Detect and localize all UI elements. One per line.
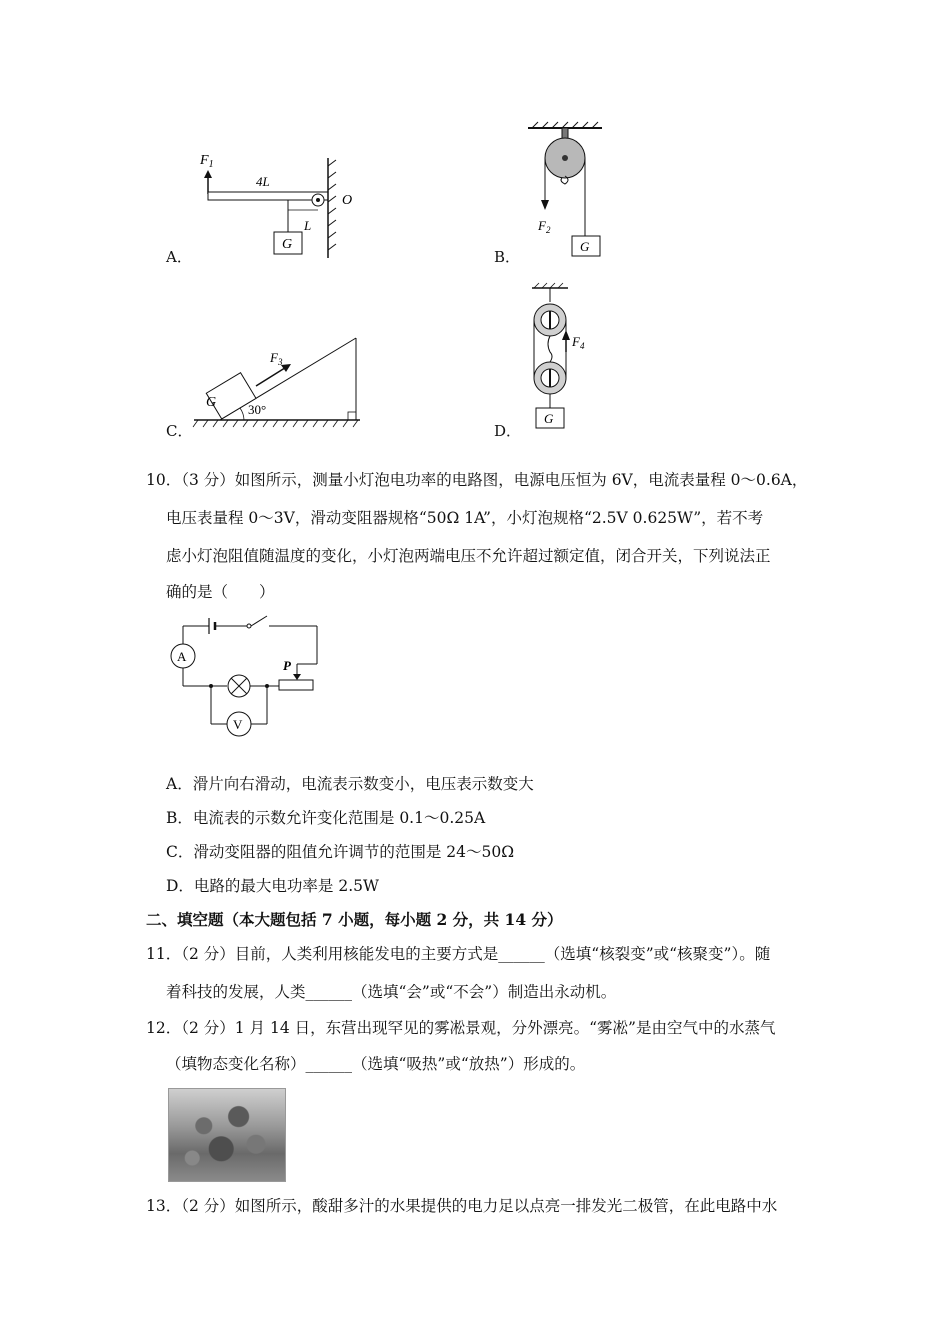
pivot-label-o: O xyxy=(342,193,353,208)
q10-option-a: A．滑片向右滑动，电流表示数变小，电压表示数变大 xyxy=(166,775,534,793)
rime-photo xyxy=(168,1088,286,1182)
length-label-l: L xyxy=(304,218,312,233)
option-c-label: C． xyxy=(166,422,193,440)
q10-line-3: 虑小灯泡阻值随温度的变化，小灯泡两端电压不允许超过额定值，闭合开关，下列说法正 xyxy=(166,547,771,565)
q12-line-1: 12．（2 分）1 月 14 日，东营出现罕见的雾凇景观，分外漂亮。“雾凇”是由空气中的水蒸气 xyxy=(146,1019,776,1037)
section-heading: 二、填空题（本大题包括 7 小题，每小题 2 分，共 14 分） xyxy=(146,910,563,929)
figure-b-pulley xyxy=(520,118,610,263)
force-label-f1: $F_1$ xyxy=(200,153,214,170)
weight-label-g: G xyxy=(544,411,554,426)
angle-label: 30° xyxy=(248,402,267,417)
force-label-f2: $F_2$ xyxy=(538,218,551,235)
q10-option-d: D．电路的最大电功率是 2.5W xyxy=(166,877,379,895)
option-a-label: A． xyxy=(166,248,192,266)
q10-option-b: B．电流表的示数允许变化范围是 0.1～0.25A xyxy=(166,809,486,827)
q10-line-1: 10．（3 分）如图所示，测量小灯泡电功率的电路图，电源电压恒为 6V，电流表量程 0～0.6A， xyxy=(146,471,808,489)
option-b-label: B． xyxy=(494,248,521,266)
weight-label-g: G xyxy=(580,239,590,254)
option-d-label: D． xyxy=(494,422,522,440)
circuit-diagram xyxy=(165,608,325,743)
figure-a-lever xyxy=(190,148,370,260)
figure-d-pulley-block xyxy=(520,280,600,432)
slider-label-p: P xyxy=(283,658,291,673)
q11-line-2: 着科技的发展，人类______（选填“会”或“不会”）制造出永动机。 xyxy=(166,983,617,1001)
length-label-4l: 4L xyxy=(256,174,270,189)
force-label-f3: $F_3$ xyxy=(270,350,283,367)
q10-line-4: 确的是（ ） xyxy=(166,583,275,601)
weight-label-g: G xyxy=(282,237,293,252)
force-label-f4: $F_4$ xyxy=(572,334,585,351)
ammeter-label: A xyxy=(177,649,187,664)
weight-label-g: G xyxy=(206,395,217,410)
q10-option-c: C．滑动变阻器的阻值允许调节的范围是 24～50Ω xyxy=(166,843,515,861)
q12-line-2: （填物态变化名称）______（选填“吸热”或“放热”）形成的。 xyxy=(166,1055,586,1073)
q13-line-1: 13．（2 分）如图所示，酸甜多汁的水果提供的电力足以点亮一排发光二极管，在此电路中水 xyxy=(146,1197,778,1215)
q11-line-1: 11．（2 分）目前，人类利用核能发电的主要方式是______（选填“核裂变”或“核聚变”）。随 xyxy=(146,945,771,963)
q10-line-2: 电压表量程 0～3V，滑动变阻器规格“50Ω 1A”，小灯泡规格“2.5V 0.625W”，若不考 xyxy=(166,509,764,527)
figure-c-incline xyxy=(190,330,365,436)
voltmeter-label: V xyxy=(233,717,243,732)
